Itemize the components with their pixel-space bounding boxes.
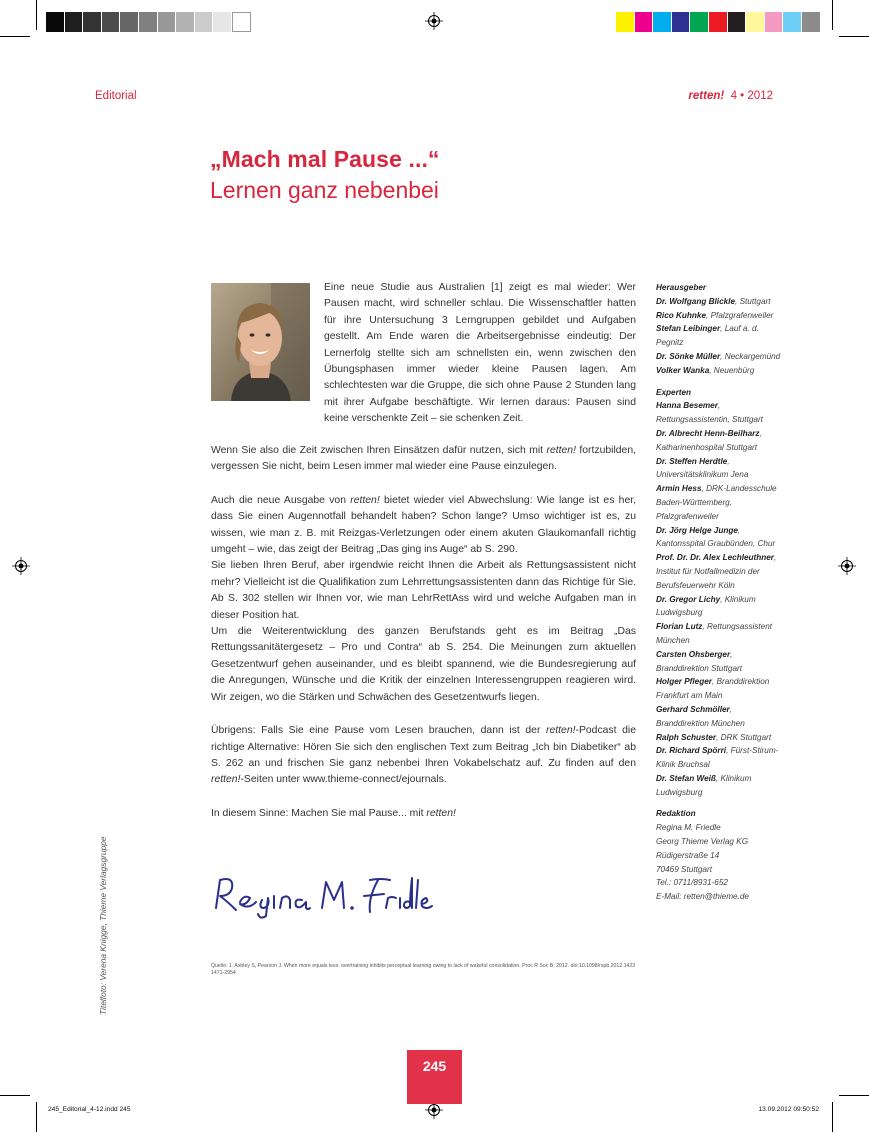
person-affiliation: , Kantonsspital Graubünden, Chur (656, 525, 776, 549)
masthead-entry (656, 648, 786, 676)
masthead-sidebar (656, 281, 786, 904)
person-name: Dr. Jörg Helge Junge (656, 525, 738, 535)
masthead-entry (656, 309, 786, 323)
calibration-swatch (213, 12, 232, 32)
crop-mark (36, 0, 37, 30)
herausgeber-list (656, 295, 786, 378)
calibration-swatch (65, 12, 84, 32)
body-paragraph: Um die Weiterentwicklung des ganzen Berufstands geht es im Beitrag „Das Rettungssanitätergesetz – Pro und Contra“ ab S. 254. Die Meinungen zum aktuellen Gesetzentwurf gehen auseinander, und es bleibt spannend, wie die Bundesregierung auf die Anregungen, Wünsche und die Kritik der einzelnen Interessengruppen reagieren wird. Wir zeigen, wo die Stärken und Schwächen des Gesetzentwurfs liegen. (211, 626, 636, 703)
experten-heading: Experten (656, 387, 692, 397)
person-name: Dr. Gregor Lichy (656, 594, 721, 604)
calibration-swatch (802, 12, 821, 32)
experten-list (656, 399, 786, 799)
registration-mark-icon (12, 557, 30, 575)
body-paragraph: Übrigens: Falls Sie eine Pause vom Lesen brauchen, dann ist der retten!-Podcast die richtige Alternative: Hören Sie sich den englischen Text zum Beitrag „Ich bin Diabetiker“ ab S. 262 an und frischen Sie ganz nebenbei Ihren Vokabelschatz auf. Zu finden auf den retten!-Seiten unter www.thieme-connect/ejournals. (211, 725, 636, 786)
person-name: Gerhard Schmöller (656, 704, 730, 714)
handwritten-signature (210, 868, 435, 920)
redaktion-line: Georg Thieme Verlag KG (656, 837, 749, 847)
calibration-swatch (635, 12, 654, 32)
closing-line: In diesem Sinne: Machen Sie mal Pause... mit retten! (211, 807, 456, 819)
masthead-entry (656, 364, 786, 378)
redaktion-line: Tel.: 0711/8931-652 (656, 878, 728, 888)
crop-mark (0, 36, 30, 37)
masthead-entry (656, 399, 786, 427)
person-name: Holger Pfleger (656, 677, 712, 687)
masthead-entry (656, 482, 786, 523)
masthead-entry (656, 772, 786, 800)
crop-mark (832, 0, 833, 30)
redaktion-line: Rüdigerstraße 14 (656, 850, 720, 860)
color-calibration-bar (616, 12, 821, 32)
person-name: Dr. Sönke Müller (656, 351, 721, 361)
calibration-swatch (746, 12, 765, 32)
calibration-swatch (616, 12, 635, 32)
issue-label (688, 90, 773, 102)
masthead-entry (656, 703, 786, 731)
intro-paragraph: Eine neue Studie aus Australien [1] zeigt es mal wieder: Wer Pausen macht, wird schneller schlau. Die Wissenschaftler hatten für ihre Untersuchung 3 Lerngruppen gebildet und Aufgaben gestellt. Am Ende waren die Arbeitsergebnisse eindeutig: Der Lernerfolg stellte sich am schnellsten ein, wenn zwischen den Übungsphasen immer wieder kleine Pausen lagen. Am schlechtesten war die Gruppe, die sich ohne Pause 2 Stunden lang mit ihrer Aufgabe beschäftigte. Wir lernen daraus: Pausen sind keine verschenkte Zeit – sie schenken Zeit. (324, 282, 636, 425)
redaktion-line: 70469 Stuttgart (656, 864, 712, 874)
magazine-name: retten! (688, 90, 725, 102)
calibration-swatch (46, 12, 65, 32)
person-affiliation: , DRK Stuttgart (716, 732, 772, 742)
calibration-swatch (120, 12, 139, 32)
crop-mark (0, 1095, 30, 1096)
calibration-swatch (765, 12, 784, 32)
person-name: Ralph Schuster (656, 732, 717, 742)
person-affiliation: , Lauf a. d. Pegnitz (656, 324, 759, 348)
redaktion-heading: Redaktion (656, 809, 696, 819)
person-affiliation: , Neuenbürg (709, 365, 755, 375)
person-name: Dr. Albrecht Henn-Beilharz (656, 428, 760, 438)
crop-mark (36, 1102, 37, 1132)
section-label: Editorial (95, 90, 137, 102)
person-name: Dr. Richard Spörri (656, 746, 727, 756)
person-name: Dr. Stefan Weiß (656, 773, 716, 783)
page-title: „Mach mal Pause ...“ (210, 146, 440, 172)
person-affiliation: , Katharinenhospital Stuttgart (656, 428, 762, 452)
source-footnote: Quelle: 1. Ashley S, Pearson J. When more equals less: overtraining inhibits perceptual learning owing to lack of wakeful consolidation. Proc R Soc B; 2012. doi:10.1098/rspb.2012.1423 1471-2954 (211, 963, 636, 977)
crop-mark (839, 1095, 869, 1096)
person-name: Armin Hess (656, 484, 702, 494)
calibration-swatch (195, 12, 214, 32)
body-paragraph: Sie lieben Ihren Beruf, aber irgendwie reicht Ihnen die Arbeit als Rettungsassistent nicht mehr? Vielleicht ist die Qualifikation zum Lehrrettungsassistenten dann das Richtige für Sie. Ab S. 302 stellen wir Ihnen vor, wie man LehrRettAss wird und welche Aufgaben man in dieser Position hat. (211, 560, 636, 621)
masthead-entry (656, 744, 786, 772)
masthead-entry (656, 551, 786, 592)
masthead-entry (656, 593, 786, 621)
masthead-entry (656, 731, 786, 745)
person-affiliation: , Universitätsklinikum Jena (656, 456, 749, 480)
crop-mark (839, 36, 869, 37)
redaktion-line: E-Mail: retten@thieme.de (656, 892, 749, 902)
calibration-swatch (139, 12, 158, 32)
person-affiliation: , Institut für Notfallmedizin der Berufsfeuerwehr Köln (656, 553, 777, 590)
calibration-swatch (176, 12, 195, 32)
person-name: Rico Kuhnke (656, 310, 707, 320)
person-affiliation: , DRK-Landesschule Baden-Württemberg, Pfalzgrafenweiler (656, 484, 777, 521)
person-name: Prof. Dr. Dr. Alex Lechleuthner (656, 553, 774, 563)
person-name: Hanna Besemer (656, 401, 718, 411)
calibration-swatch (653, 12, 672, 32)
person-affiliation: , Rettungsassistent München (656, 622, 773, 645)
timestamp-slug: 13.09.2012 09:50:52 (758, 1106, 819, 1113)
calibration-swatch (690, 12, 709, 32)
person-affiliation: , Neckargemünd (720, 351, 781, 361)
gray-calibration-bar (46, 12, 251, 32)
calibration-swatch (232, 12, 251, 32)
issue-number: 4 • 2012 (730, 90, 773, 102)
redaktion-list (656, 821, 786, 904)
person-name: Carsten Ohsberger (656, 649, 731, 659)
editorial-body (211, 443, 636, 822)
body-paragraph: Auch die neue Ausgabe von retten! bietet wieder viel Abwechslung: Wie lange ist es her, dass Sie einen Augennotfall behandelt haben? Schon lange? Umso wichtiger ist es, zu wissen, wie man z. B. mit Reizgas-Verletzungen oder einem akuten Glaukomanfall richtig umgeht – wie, das zeigt der Beitrag „Das ging ins Auge“ ab S. 290. (211, 494, 636, 556)
crop-mark (832, 1102, 833, 1132)
redaktion-line: Regina M. Friedle (656, 823, 721, 833)
person-affiliation: , Fürst-Stirum-Klinik Bruchsal (656, 746, 779, 770)
person-affiliation: , Klinikum Ludwigsburg (656, 773, 752, 797)
person-affiliation: , Stuttgart (735, 296, 771, 306)
person-name: Volker Wanka (656, 365, 710, 375)
page-number: 245 (407, 1050, 462, 1104)
person-affiliation: , Pfalzgrafenweiler (706, 310, 774, 320)
masthead-entry (656, 427, 786, 455)
registration-mark-icon (425, 12, 443, 30)
masthead-entry (656, 350, 786, 364)
person-name: Stefan Leibinger (656, 324, 721, 334)
file-slug: 245_Editorial_4-12.indd 245 (48, 1106, 131, 1113)
masthead-entry (656, 322, 786, 350)
calibration-swatch (158, 12, 177, 32)
person-name: Dr. Steffen Herdtle (656, 456, 728, 466)
person-affiliation: , Branddirektion Stuttgart (656, 649, 743, 673)
masthead-entry (656, 524, 786, 552)
calibration-swatch (83, 12, 102, 32)
calibration-swatch (709, 12, 728, 32)
photo-credit: Titelfoto: Verena Knigge, Thieme Verlagsgruppe (98, 836, 108, 1015)
masthead-entry (656, 675, 786, 703)
author-photo (211, 283, 310, 401)
person-affiliation: , Rettungsassistentin, Stuttgart (656, 401, 763, 425)
masthead-entry (656, 455, 786, 483)
person-name: Dr. Wolfgang Blickle (656, 296, 736, 306)
calibration-swatch (672, 12, 691, 32)
masthead-entry (656, 620, 786, 648)
person-name: Florian Lutz (656, 622, 703, 632)
person-affiliation: , Klinikum Ludwigsburg (656, 594, 756, 618)
registration-mark-icon (838, 557, 856, 575)
person-affiliation: , Branddirektion Frankfurt am Main (656, 677, 770, 701)
masthead-entry (656, 295, 786, 309)
person-affiliation: , Branddirektion München (656, 704, 745, 728)
page-subtitle: Lernen ganz nebenbei (210, 177, 439, 203)
herausgeber-heading: Herausgeber (656, 283, 707, 292)
body-paragraph: Wenn Sie also die Zeit zwischen Ihren Einsätzen dafür nutzen, sich mit retten! fortzubilden, vergessen Sie nicht, beim Lesen immer mal wieder eine Pause einzulegen. (211, 445, 637, 473)
calibration-swatch (783, 12, 802, 32)
calibration-swatch (102, 12, 121, 32)
calibration-swatch (728, 12, 747, 32)
